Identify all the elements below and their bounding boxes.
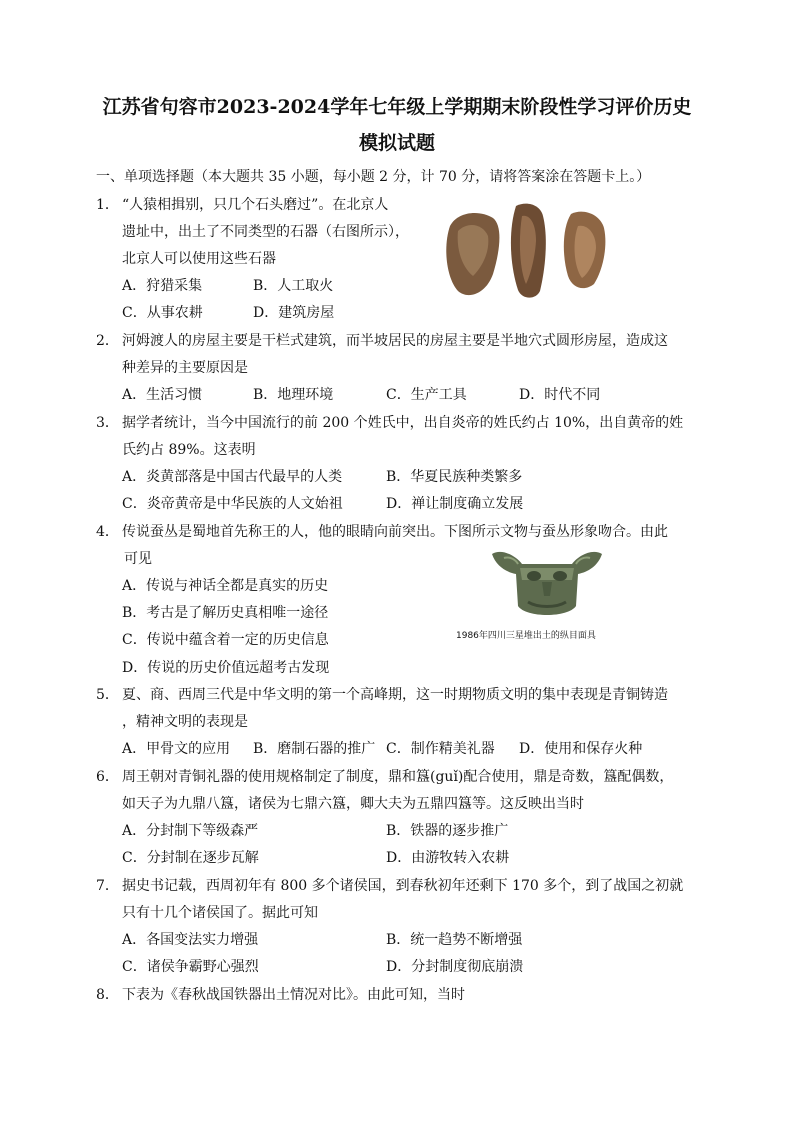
q7-stem-2: 只有十几个诸侯国了。据此可知	[122, 905, 318, 921]
q3-line1	[96, 413, 683, 433]
q2-option-b[interactable]: B．地理环境	[253, 387, 334, 403]
q8-line1	[96, 985, 465, 1005]
mask-right-eye	[553, 571, 567, 581]
q7-option-c[interactable]: C．诸侯争霸野心强烈	[122, 959, 259, 975]
stone-tools-image	[438, 196, 616, 304]
q4-option-c[interactable]: C．传说中蕴含着一定的历史信息	[122, 632, 329, 648]
q7-option-d[interactable]: D．分封制度彻底崩溃	[386, 959, 524, 975]
q3-option-d[interactable]: D．禅让制度确立发展	[386, 496, 524, 512]
q5-stem-2: ，精神文明的表现是	[122, 714, 248, 730]
q5-option-c[interactable]: C．制作精美礼器	[386, 741, 495, 757]
q6-option-b[interactable]: B．铁器的逐步推广	[386, 823, 509, 839]
q2-option-c[interactable]: C．生产工具	[386, 387, 467, 403]
q6-number: 6．	[96, 769, 119, 785]
q4-stem-1: 传说蚕丛是蜀地首先称王的人，他的眼睛向前突出。下图所示文物与蚕丛形象吻合。由此	[122, 524, 668, 540]
q7-option-b[interactable]: B．统一趋势不断增强	[386, 932, 523, 948]
q1-stem-3: 北京人可以使用这些石器	[122, 251, 276, 267]
q5-stem-1: 夏、商、西周三代是中华文明的第一个高峰期，这一时期物质文明的集中表现是青铜铸造	[122, 687, 668, 703]
q4-option-a[interactable]: A．传说与神话全都是真实的历史	[122, 578, 329, 594]
q5-number: 5．	[96, 687, 119, 703]
q7-stem-1: 据史书记载，西周初年有 800 多个诸侯国，到春秋初年还剩下 170 多个，到了战国之初就	[122, 878, 684, 894]
q1-number: 1．	[96, 197, 119, 213]
q4-number: 4．	[96, 524, 119, 540]
q5-line1	[96, 685, 668, 705]
q1-line1	[96, 195, 388, 215]
q2-number: 2．	[96, 333, 119, 349]
exam-title-line2: 模拟试题	[358, 132, 435, 154]
q3-option-b[interactable]: B．华夏民族种类繁多	[386, 469, 523, 485]
q5-option-a[interactable]: A．甲骨文的应用	[122, 741, 231, 757]
bronze-mask-image	[488, 546, 606, 622]
q6-stem-1: 周王朝对青铜礼器的使用规格制定了制度，鼎和簋(guǐ)配合使用，鼎是奇数，簋配偶数，	[122, 769, 674, 785]
q2-option-d[interactable]: D．时代不同	[519, 387, 601, 403]
q4-figure-caption: 1986年四川三星堆出土的纵目面具	[456, 631, 596, 641]
q1-stem-1: “人猿相揖别，只几个石头磨过”。在北京人	[122, 197, 389, 213]
q4-option-d[interactable]: D．传说的历史价值远超考古发现	[122, 660, 330, 676]
q3-number: 3．	[96, 415, 119, 431]
q2-line1	[96, 331, 668, 351]
q5-option-b[interactable]: B．磨制石器的推广	[253, 741, 376, 757]
q7-option-a[interactable]: A．各国变法实力增强	[122, 932, 259, 948]
q7-line1	[96, 876, 683, 896]
q5-option-d[interactable]: D．使用和保存火种	[519, 741, 643, 757]
q3-stem-2: 氏约占 89%。这表明	[122, 442, 256, 458]
q4-line1	[96, 522, 668, 542]
mask-left-eye	[527, 571, 541, 581]
q3-stem-1: 据学者统计，当今中国流行的前 200 个姓氏中，出自炎帝的姓氏约占 10%，出自黄帝的姓	[122, 415, 684, 431]
q6-stem-2: 如天子为九鼎八簋，诸侯为七鼎六簋，卿大夫为五鼎四簋等。这反映出当时	[122, 796, 584, 812]
q6-option-d[interactable]: D．由游牧转入农耕	[386, 850, 510, 866]
q7-number: 7．	[96, 878, 119, 894]
q3-option-a[interactable]: A．炎黄部落是中国古代最早的人类	[122, 469, 343, 485]
q1-option-b[interactable]: B．人工取火	[253, 278, 334, 294]
q6-option-c[interactable]: C．分封制在逐步瓦解	[122, 850, 259, 866]
q4-stem-2: 可见	[124, 551, 152, 567]
q1-option-d[interactable]: D．建筑房屋	[253, 305, 335, 321]
q1-option-c[interactable]: C．从事农耕	[122, 305, 203, 321]
q1-option-a[interactable]: A．狩猎采集	[122, 278, 203, 294]
q8-stem-1: 下表为《春秋战国铁器出土情况对比》。由此可知，当时	[122, 987, 465, 1003]
section-header: 一、单项选择题（本大题共 35 小题，每小题 2 分，计 70 分，请将答案涂在答题卡上。）	[96, 169, 651, 185]
q2-option-a[interactable]: A．生活习惯	[122, 387, 203, 403]
q2-stem-2: 种差异的主要原因是	[122, 360, 248, 376]
q6-line1	[96, 767, 673, 787]
q3-option-c[interactable]: C．炎帝黄帝是中华民族的人文始祖	[122, 496, 343, 512]
q6-option-a[interactable]: A．分封制下等级森严	[122, 823, 259, 839]
q4-option-b[interactable]: B．考古是了解历史真相唯一途径	[122, 605, 329, 621]
q1-stem-2: 遗址中，出土了不同类型的石器（右图所示），	[122, 224, 409, 240]
q8-number: 8．	[96, 987, 119, 1003]
q2-stem-1: 河姆渡人的房屋主要是干栏式建筑，而半坡居民的房屋主要是半地穴式圆形房屋，造成这	[122, 333, 668, 349]
exam-title-line1: 江苏省句容市2023-2024学年七年级上学期期末阶段性学习评价历史	[102, 96, 692, 118]
